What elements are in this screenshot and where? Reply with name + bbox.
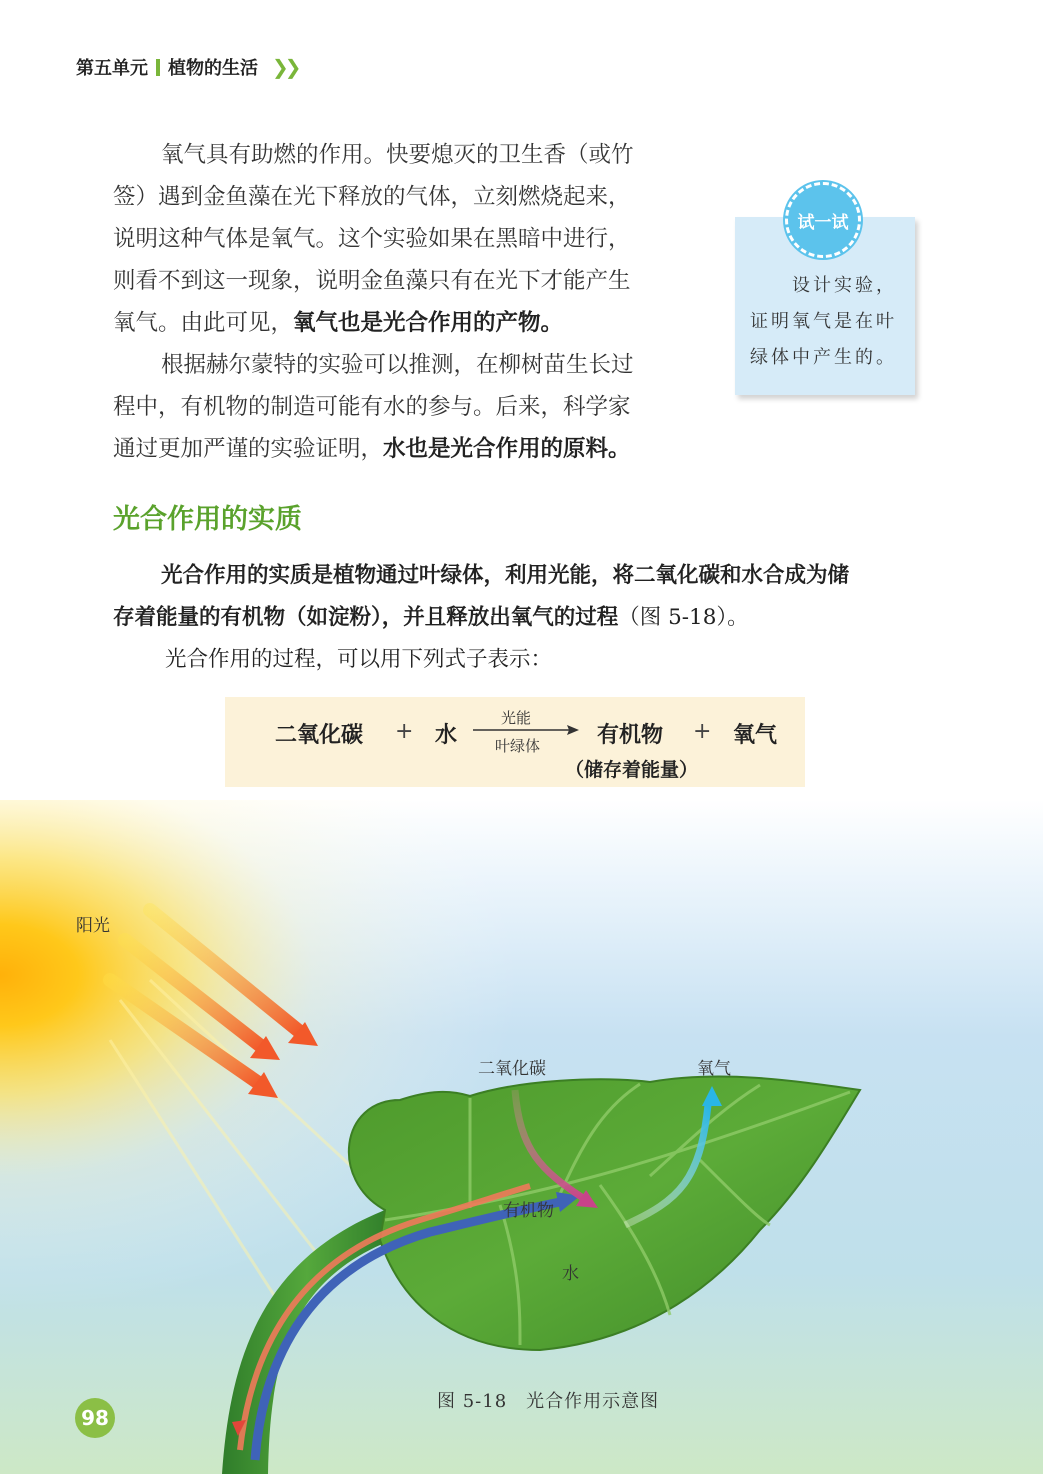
text-line: 根据赫尔蒙特的实验可以推测，在柳树苗生长过 [161, 352, 634, 378]
text-line: 程中，有机物的制造可能有水的参与。后来，科学家 [113, 394, 631, 420]
text-line: 光合作用的过程，可以用下列式子表示： [165, 647, 553, 672]
formula-water: 水 [435, 723, 458, 748]
water-label: 水 [562, 1264, 579, 1284]
text-line: 设计实验， [792, 275, 897, 296]
co2-label: 二氧化碳 [478, 1059, 546, 1079]
text-normal: （图 5-18）。 [618, 605, 749, 630]
try-it-text [750, 268, 910, 376]
text-line [113, 302, 693, 344]
text-line: 说明这种气体是氧气。这个实验如果在黑暗中进行， [113, 226, 631, 252]
formula-light-energy: 光能 [501, 709, 532, 727]
formula-organic: 有机物 [597, 723, 664, 748]
formula-box [225, 697, 805, 787]
running-header [76, 54, 298, 80]
text-emphasis: 存着能量的有机物（如淀粉），并且释放出氧气的过程 [113, 605, 619, 630]
formula-plus: + [395, 719, 414, 744]
text-emphasis: 水也是光合作用的原料。 [383, 436, 631, 462]
paragraph-essence [113, 555, 933, 681]
text-line: 氧气具有助燃的作用。快要熄灭的卫生香（或竹 [161, 142, 634, 168]
section-title: 光合作用的实质 [113, 504, 302, 535]
text-line: 绿体中产生的。 [750, 347, 897, 368]
figure-caption: 图 5-18 光合作用示意图 [437, 1391, 660, 1412]
formula-energy-note: （储存着能量） [565, 759, 699, 781]
text-line: 证明氧气是在叶 [750, 311, 897, 332]
page-number: 98 [75, 1398, 115, 1438]
unit-label: 第五单元 [76, 58, 148, 79]
formula-plus: + [693, 719, 712, 744]
text-line: 则看不到这一现象，说明金鱼藻只有在光下才能产生 [113, 268, 631, 294]
text-line [113, 428, 693, 470]
double-chevron-icon: ❯❯ [272, 55, 298, 79]
paragraph-oxygen [113, 134, 693, 344]
text-normal: 氧气。由此可见， [113, 310, 294, 336]
text-line: 光合作用的实质是植物通过叶绿体，利用光能，将二氧化碳和水合成为储 [161, 563, 850, 588]
sunlight-label: 阳光 [76, 916, 110, 936]
oxygen-label: 氧气 [697, 1059, 731, 1079]
text-emphasis: 氧气也是光合作用的产物。 [293, 310, 564, 336]
formula-co2: 二氧化碳 [275, 723, 364, 748]
formula-oxygen: 氧气 [733, 723, 778, 748]
try-it-badge: 试一试 [785, 182, 861, 258]
photosynthesis-illustration [0, 800, 1043, 1474]
text-line [113, 597, 933, 639]
text-line: 签）遇到金鱼藻在光下释放的气体，立刻燃烧起来， [113, 184, 631, 210]
chapter-label: 植物的生活 [168, 58, 258, 79]
text-normal: 通过更加严谨的实验证明， [113, 436, 384, 462]
paragraph-water [113, 344, 693, 470]
organic-label: 有机物 [503, 1201, 554, 1221]
header-divider [156, 59, 160, 76]
formula-chloroplast: 叶绿体 [495, 737, 541, 755]
